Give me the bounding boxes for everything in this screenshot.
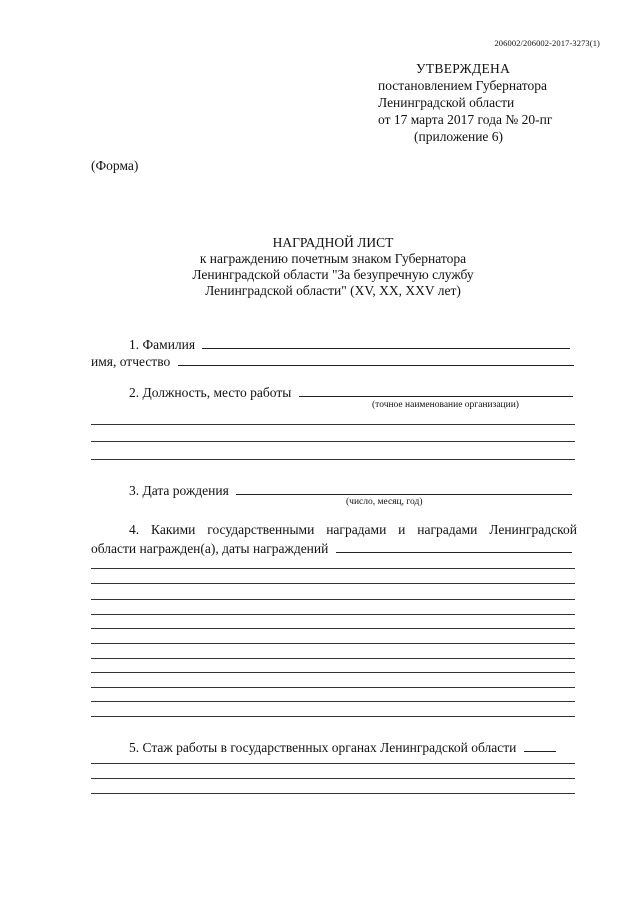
title-heading: НАГРАДНОЙ ЛИСТ (272, 235, 394, 250)
position-extra-line-2[interactable] (91, 441, 575, 442)
awards-row (91, 539, 575, 557)
surname-field[interactable] (202, 335, 570, 349)
document-id: 206002/206002-2017-3273(1) (494, 38, 600, 48)
position-extra-line-1[interactable] (91, 424, 575, 425)
birth-label: 3. Дата рождения (129, 483, 229, 498)
birth-hint: (число, месяц, год) (346, 497, 423, 507)
position-extra-line-3[interactable] (91, 459, 575, 460)
awards-field[interactable] (336, 539, 572, 553)
position-row (91, 383, 613, 401)
awards-label: области награжден(а), даты награждений (91, 541, 329, 556)
service-line-1[interactable] (91, 763, 575, 764)
surname-row (91, 335, 613, 353)
awards-line-8[interactable] (91, 672, 575, 673)
position-label: 2. Должность, место работы (129, 385, 292, 400)
title-line-3: Ленинградской области" (XV, XX, XXV лет) (205, 283, 461, 298)
name-label: имя, отчество (91, 354, 171, 369)
awards-question: 4. Какими государственными наградами и наградами Ленинградской (129, 522, 577, 537)
position-field[interactable] (299, 383, 573, 397)
birth-field[interactable] (236, 481, 572, 495)
name-field[interactable] (178, 352, 574, 366)
awards-line-3[interactable] (91, 599, 575, 600)
service-line-2[interactable] (91, 778, 575, 779)
awards-line-10[interactable] (91, 701, 575, 702)
awards-line-1[interactable] (91, 568, 575, 569)
awards-line-6[interactable] (91, 643, 575, 644)
form-label: (Форма) (91, 158, 139, 173)
approval-annex: (приложение 6) (414, 129, 504, 144)
awards-line-11[interactable] (91, 716, 575, 717)
title-line-1: к награждению почетным знаком Губернатора (199, 251, 467, 266)
approval-heading: УТВЕРЖДЕНА (416, 61, 511, 76)
awards-line-7[interactable] (91, 658, 575, 659)
document-title (91, 235, 575, 299)
service-row (91, 738, 613, 756)
approval-line-2: Ленинградской области (378, 95, 515, 110)
name-row (91, 352, 575, 370)
service-field[interactable] (524, 738, 556, 752)
surname-label: 1. Фамилия (129, 337, 196, 352)
title-line-2: Ленинградской области "За безупречную службу (192, 267, 474, 282)
awards-line-4[interactable] (91, 614, 575, 615)
approval-line-3: от 17 марта 2017 года № 20-пг (378, 112, 553, 127)
awards-line-2[interactable] (91, 583, 575, 584)
approval-stamp (378, 60, 588, 145)
position-hint: (точное наименование организации) (372, 400, 519, 410)
service-line-3[interactable] (91, 793, 575, 794)
awards-line-5[interactable] (91, 628, 575, 629)
service-label: 5. Стаж работы в государственных органах Ленинградской области (129, 740, 517, 755)
approval-line-1: постановлением Губернатора (378, 78, 547, 93)
awards-line-9[interactable] (91, 687, 575, 688)
